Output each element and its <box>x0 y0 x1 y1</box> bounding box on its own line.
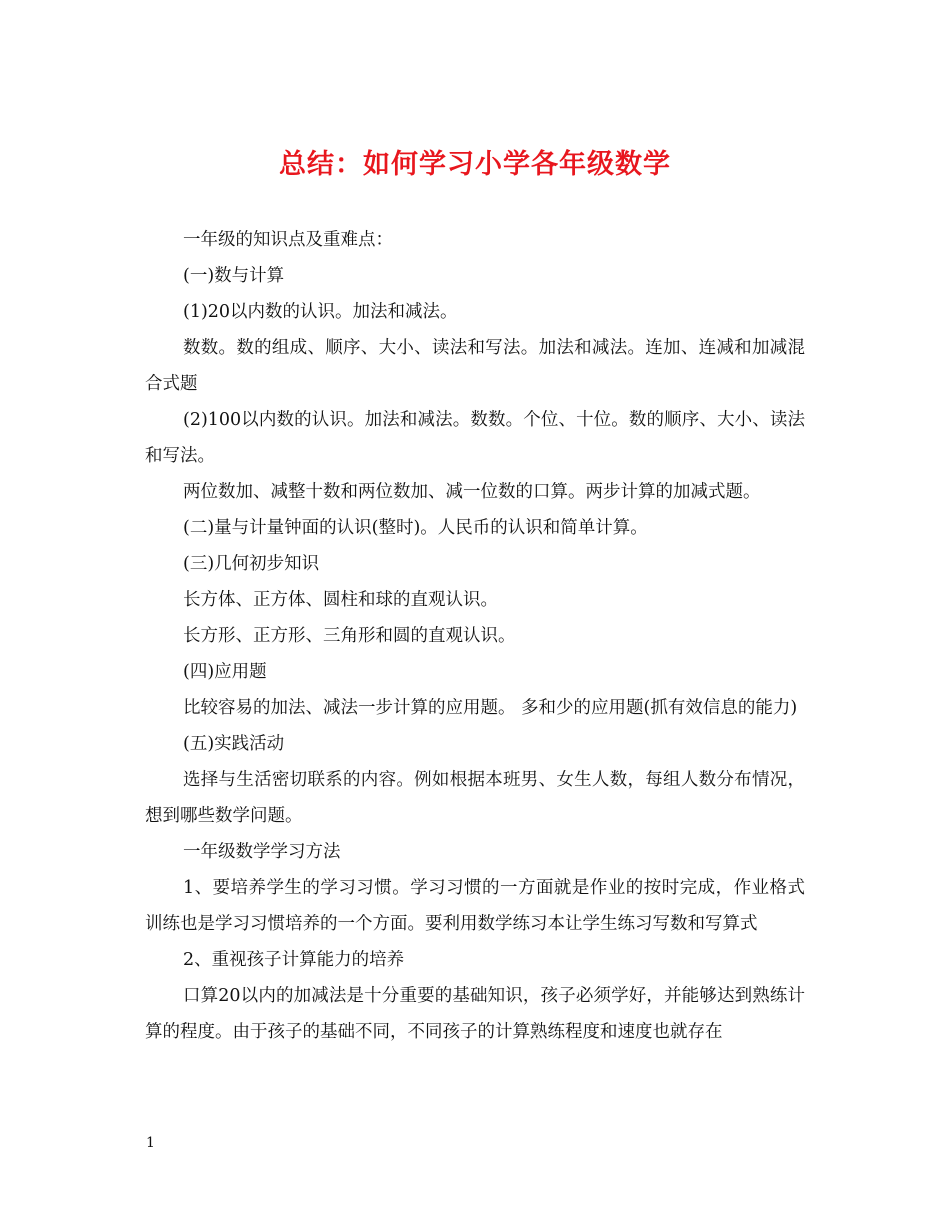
paragraph: (五)实践活动 <box>183 734 285 754</box>
paragraph: 选择与生活密切联系的内容。例如根据本班男、女生人数，每组人数分布情况，想到哪些数学问题。 <box>145 770 805 826</box>
paragraph: 数数。数的组成、顺序、大小、读法和写法。加法和减法。连加、连减和加减混合式题 <box>145 338 805 394</box>
document-body <box>145 222 805 1050</box>
paragraph: 长方形、正方形、三角形和圆的直观认识。 <box>183 626 516 646</box>
paragraph: 1、要培养学生的学习习惯。学习习惯的一方面就是作业的按时完成，作业格式训练也是学习习惯培养的一个方面。要利用数学练习本让学生练习写数和写算式 <box>145 878 805 934</box>
paragraph: (三)几何初步知识 <box>183 554 320 574</box>
paragraph: (一)数与计算 <box>183 266 285 286</box>
page-number: 1 <box>146 1135 155 1151</box>
paragraph: (2)100以内数的认识。加法和减法。数数。个位、十位。数的顺序、大小、读法和写法。 <box>145 410 805 466</box>
paragraph: (1)20以内数的认识。加法和减法。 <box>183 302 458 322</box>
paragraph: 一年级数学学习方法 <box>183 842 341 862</box>
document-title: 总结：如何学习小学各年级数学 <box>279 149 671 180</box>
paragraph: 口算20以内的加减法是十分重要的基础知识，孩子必须学好，并能够达到熟练计算的程度。由于孩子的基础不同，不同孩子的计算熟练程度和速度也就存在 <box>145 986 805 1042</box>
paragraph: (二)量与计量钟面的认识(整时)。人民币的认识和简单计算。 <box>183 518 648 538</box>
paragraph: 一年级的知识点及重难点： <box>183 230 393 250</box>
paragraph: 2、重视孩子计算能力的培养 <box>183 950 405 970</box>
paragraph: 两位数加、减整十数和两位数加、减一位数的口算。两步计算的加减式题。 <box>183 482 761 502</box>
paragraph: (四)应用题 <box>183 662 267 682</box>
paragraph: 长方体、正方体、圆柱和球的直观认识。 <box>183 590 498 610</box>
paragraph: 比较容易的加法、减法一步计算的应用题。 多和少的应用题(抓有效信息的能力) <box>183 698 798 718</box>
